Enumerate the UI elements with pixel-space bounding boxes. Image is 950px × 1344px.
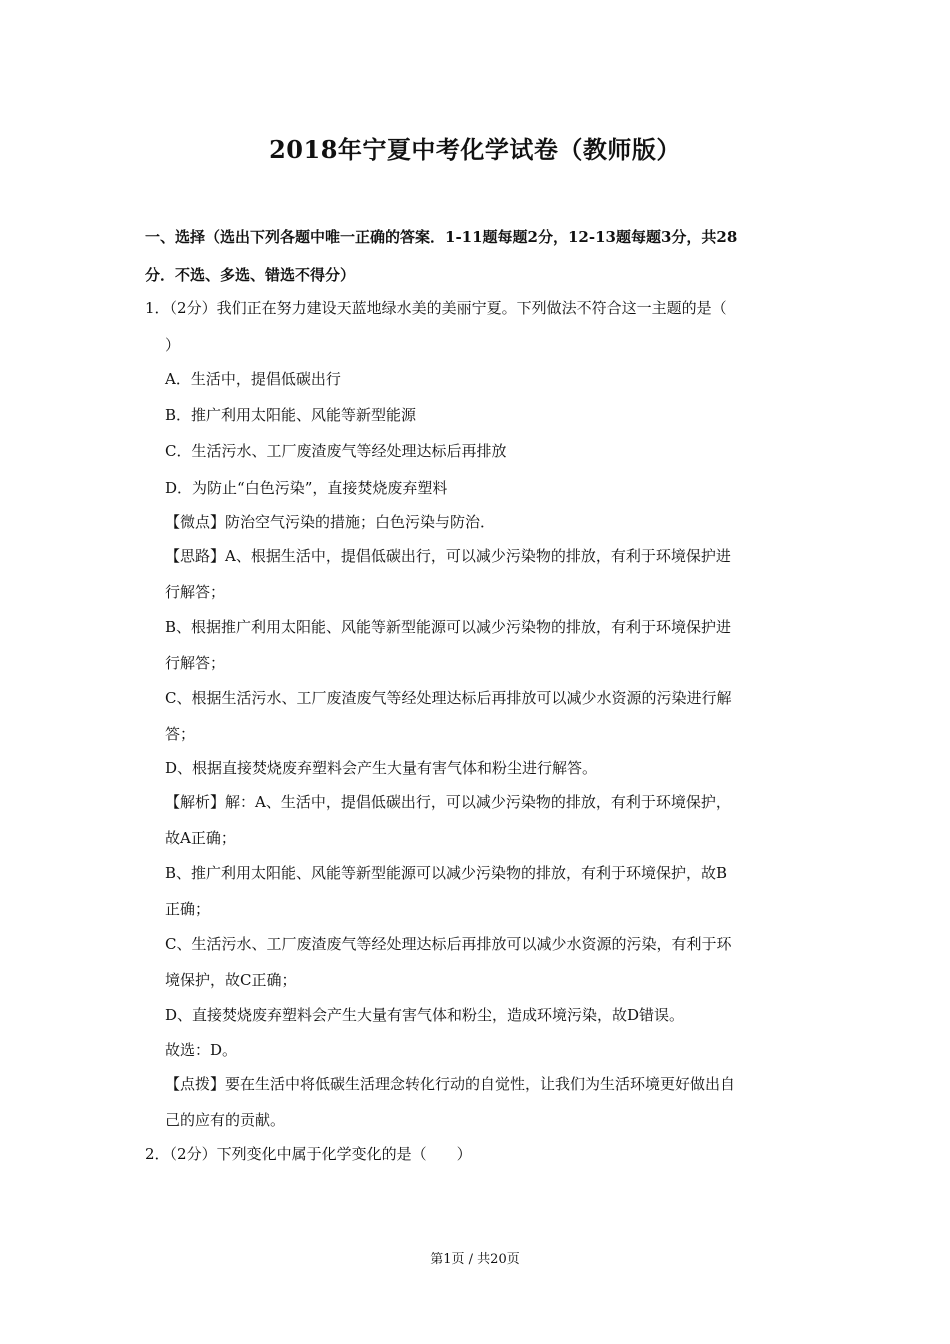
- silu-line: 答；: [165, 725, 196, 743]
- question-1-stem-cont: ）: [165, 336, 181, 354]
- page-title: 2018年宁夏中考化学试卷（教师版）: [269, 135, 681, 164]
- question-1-stem: 1．（2分）我们正在努力建设天蓝地绿水美的美丽宁夏。下列做法不符合这一主题的是（: [145, 299, 727, 317]
- jiexi-line: 【解析】解：A、生活中，提倡低碳出行，可以减少污染物的排放，有利于环境保护，: [165, 793, 731, 811]
- silu-line: C、根据生活污水、工厂废渣废气等经处理达标后再排放可以减少水资源的污染进行解: [165, 689, 732, 707]
- silu-line: B、根据推广利用太阳能、风能等新型能源可以减少污染物的排放，有利于环境保护进: [165, 618, 732, 636]
- option-c: C．生活污水、工厂废渣废气等经处理达标后再排放: [165, 442, 507, 460]
- section-heading: [145, 218, 815, 294]
- silu-line: 行解答；: [165, 583, 226, 601]
- section-heading-line-2: 分．不选、多选、错选不得分）: [145, 266, 356, 284]
- section-heading-line-1: 一、选择（选出下列各题中唯一正确的答案．1-11题每题2分，12-13题每题3分，共28: [145, 228, 738, 246]
- jiexi-line: D、直接焚烧废弃塑料会产生大量有害气体和粉尘，造成环境污染，故D错误。: [165, 1006, 685, 1024]
- jiexi-line: C、生活污水、工厂废渣废气等经处理达标后再排放可以减少水资源的污染，有利于环: [165, 935, 732, 953]
- silu-line: D、根据直接焚烧废弃塑料会产生大量有害气体和粉尘进行解答。: [165, 759, 598, 777]
- dianbo-line: 己的应有的贡献。: [165, 1111, 286, 1129]
- jiexi-line: 境保护，故C正确；: [165, 971, 297, 989]
- weidian-note: 【微点】防治空气污染的措施；白色污染与防治．: [165, 513, 496, 531]
- jiexi-line: 正确；: [165, 900, 211, 918]
- jiexi-line: 故选：D。: [165, 1041, 238, 1059]
- jiexi-line: B、推广利用太阳能、风能等新型能源可以减少污染物的排放，有利于环境保护，故B: [165, 864, 728, 882]
- dianbo-line: 【点拨】要在生活中将低碳生活理念转化行动的自觉性，让我们为生活环境更好做出自: [165, 1075, 736, 1093]
- option-b: B．推广利用太阳能、风能等新型能源: [165, 406, 417, 424]
- option-a: A．生活中，提倡低碳出行: [165, 370, 341, 388]
- silu-line: 行解答；: [165, 654, 226, 672]
- jiexi-line: 故A正确；: [165, 829, 236, 847]
- page-footer: 第1页 / 共20页: [430, 1252, 520, 1267]
- silu-line: 【思路】A、根据生活中，提倡低碳出行，可以减少污染物的排放，有利于环境保护进: [165, 547, 731, 565]
- option-d: D．为防止“白色污染”，直接焚烧废弃塑料: [165, 479, 448, 497]
- question-2-stem: 2．（2分）下列变化中属于化学变化的是（ ）: [145, 1145, 472, 1163]
